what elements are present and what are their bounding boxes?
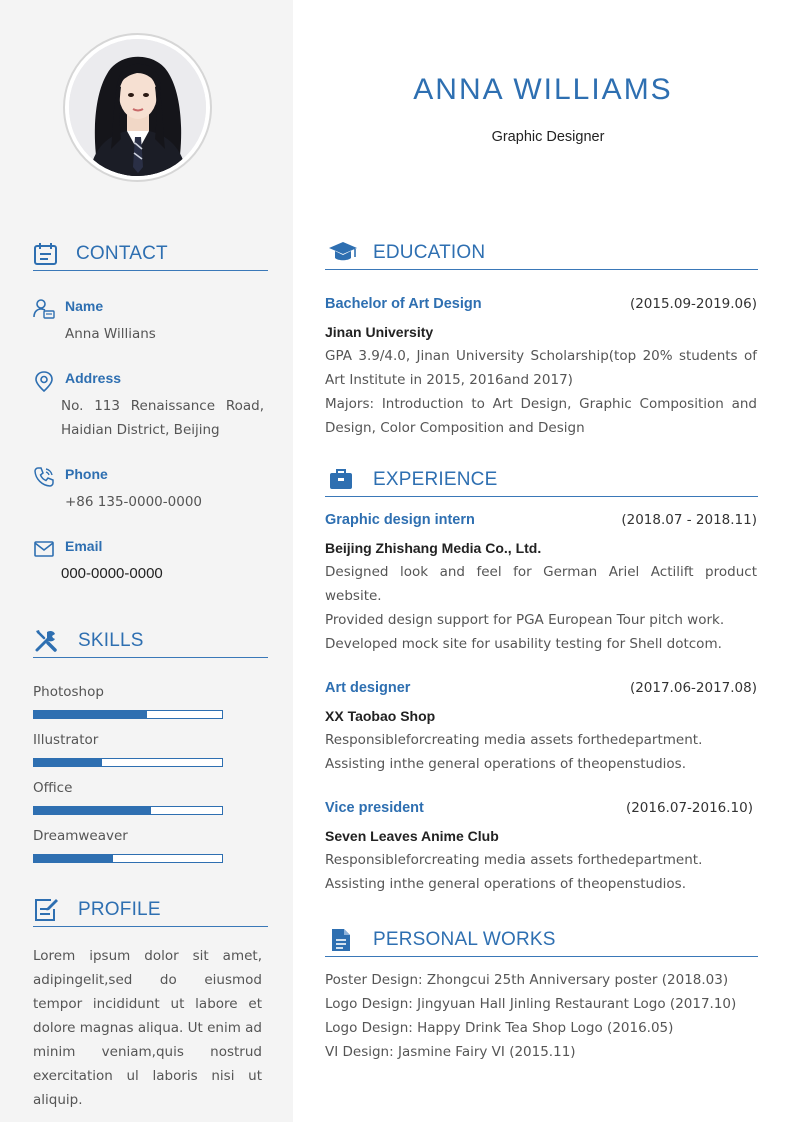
skill-item bbox=[33, 732, 223, 768]
contact-phone-label: Phone bbox=[65, 466, 108, 482]
contact-address-label: Address bbox=[65, 370, 122, 386]
skills-section-header bbox=[33, 628, 268, 658]
experience-section-header bbox=[325, 467, 758, 497]
location-pin-icon bbox=[33, 370, 55, 392]
job-duty: Developed mock site for usability testing for Shell dotcom. bbox=[325, 636, 722, 652]
sidebar bbox=[0, 0, 293, 1122]
work-item: Logo Design: Jingyuan Hall Jinling Restaurant Logo (2017.10) bbox=[325, 996, 737, 1012]
company-name: XX Taobao Shop bbox=[325, 708, 436, 724]
contact-phone-value: +86 135-0000-0000 bbox=[65, 494, 203, 510]
contact-email-label: Email bbox=[65, 538, 103, 554]
contact-email bbox=[33, 538, 263, 588]
experience-heading: EXPERIENCE bbox=[373, 469, 498, 490]
education-heading: EDUCATION bbox=[373, 242, 486, 263]
portrait-illustration bbox=[69, 39, 206, 176]
job-duty: Responsibleforcreating media assets forthedepartment. bbox=[325, 732, 703, 748]
work-item: Poster Design: Zhongcui 25th Anniversary poster (2018.03) bbox=[325, 972, 729, 988]
skill-bar-fill bbox=[34, 855, 113, 862]
envelope-icon bbox=[33, 538, 55, 560]
person-card-icon bbox=[33, 298, 55, 320]
job-role: Graphic design intern bbox=[325, 512, 475, 528]
contact-name bbox=[33, 298, 263, 348]
profile-summary: Lorem ipsum dolor sit amet, adipingelit,sed do eiusmod tempor incididunt ut labore et dolore magnas aliqua. Ut enim ad minim veniam,quis nostrud exercitation ul laboris nisi ut aliquip. bbox=[33, 948, 262, 1108]
job-duty: Assisting inthe general operations of theopenstudios. bbox=[325, 876, 686, 892]
skill-bar-fill bbox=[34, 807, 151, 814]
education-dates: (2015.09-2019.06) bbox=[629, 296, 757, 312]
skill-bar bbox=[33, 854, 223, 863]
job-role: Art designer bbox=[325, 680, 411, 696]
skill-name: Dreamweaver bbox=[33, 828, 128, 844]
contact-section-header bbox=[33, 241, 268, 271]
contact-address bbox=[33, 370, 263, 442]
profile-section-header bbox=[33, 897, 268, 927]
skill-bar-fill bbox=[34, 711, 147, 718]
skill-name: Office bbox=[33, 780, 73, 796]
edit-note-icon bbox=[33, 897, 59, 923]
skill-bar bbox=[33, 710, 223, 719]
job-title: Graphic Designer bbox=[491, 129, 605, 145]
works-heading: PERSONAL WORKS bbox=[373, 929, 556, 950]
contact-name-value: Anna Willians bbox=[65, 326, 156, 342]
company-name: Seven Leaves Anime Club bbox=[325, 828, 499, 844]
education-detail: GPA 3.9/4.0, Jinan University Scholarship(top 20% students of Art Institute in 2015, 2016and 2017) bbox=[325, 348, 757, 388]
work-item: Logo Design: Happy Drink Tea Shop Logo (2016.05) bbox=[325, 1020, 674, 1036]
contact-phone bbox=[33, 466, 263, 516]
skills-heading: SKILLS bbox=[78, 630, 144, 651]
company-name: Beijing Zhishang Media Co., Ltd. bbox=[325, 540, 542, 556]
works-section-header bbox=[325, 927, 758, 957]
profile-photo-frame bbox=[63, 33, 212, 182]
contact-address-value: No. 113 Renaissance Road, Haidian District, Beijing bbox=[61, 398, 264, 438]
profile-heading: PROFILE bbox=[78, 899, 161, 920]
skill-bar-fill bbox=[34, 759, 102, 766]
briefcase-icon bbox=[328, 467, 354, 493]
skill-item bbox=[33, 684, 223, 720]
job-duty: Assisting inthe general operations of theopenstudios. bbox=[325, 756, 686, 772]
job-duty: Designed look and feel for German Ariel Actilift product website. bbox=[325, 564, 757, 604]
skill-item bbox=[33, 780, 223, 816]
contact-name-label: Name bbox=[65, 298, 104, 314]
job-role: Vice president bbox=[325, 800, 424, 816]
phone-icon bbox=[33, 466, 55, 488]
experience-entry bbox=[325, 800, 757, 896]
education-detail: Majors: Introduction to Art Design, Graphic Composition and Design, Color Composition and Design bbox=[325, 396, 757, 436]
skill-name: Photoshop bbox=[33, 684, 104, 700]
skill-name: Illustrator bbox=[33, 732, 99, 748]
experience-entry bbox=[325, 512, 757, 656]
education-entry bbox=[325, 296, 757, 440]
experience-entry bbox=[325, 680, 757, 776]
tools-icon bbox=[33, 628, 59, 654]
graduation-cap-icon bbox=[328, 240, 354, 266]
contact-email-value: 000-0000-0000 bbox=[61, 565, 163, 582]
skill-item bbox=[33, 828, 223, 864]
works-list bbox=[325, 968, 757, 1064]
calendar-icon bbox=[33, 241, 59, 267]
profile-photo bbox=[69, 39, 206, 176]
job-duty: Responsibleforcreating media assets forthedepartment. bbox=[325, 852, 703, 868]
education-section-header bbox=[325, 240, 758, 270]
candidate-name: ANNA WILLIAMS bbox=[413, 73, 673, 106]
document-icon bbox=[329, 927, 355, 953]
skill-bar bbox=[33, 806, 223, 815]
job-duty: Provided design support for PGA European Tour pitch work. bbox=[325, 612, 725, 628]
degree-title: Bachelor of Art Design bbox=[325, 296, 482, 312]
work-item: VI Design: Jasmine Fairy VI (2015.11) bbox=[325, 1044, 576, 1060]
job-dates: (2017.06-2017.08) bbox=[629, 680, 757, 696]
skill-bar bbox=[33, 758, 223, 767]
contact-heading: CONTACT bbox=[76, 243, 168, 264]
school-name: Jinan University bbox=[325, 324, 434, 340]
job-dates: (2016.07-2016.10) bbox=[625, 800, 753, 816]
job-dates: (2018.07 - 2018.11) bbox=[621, 512, 757, 528]
